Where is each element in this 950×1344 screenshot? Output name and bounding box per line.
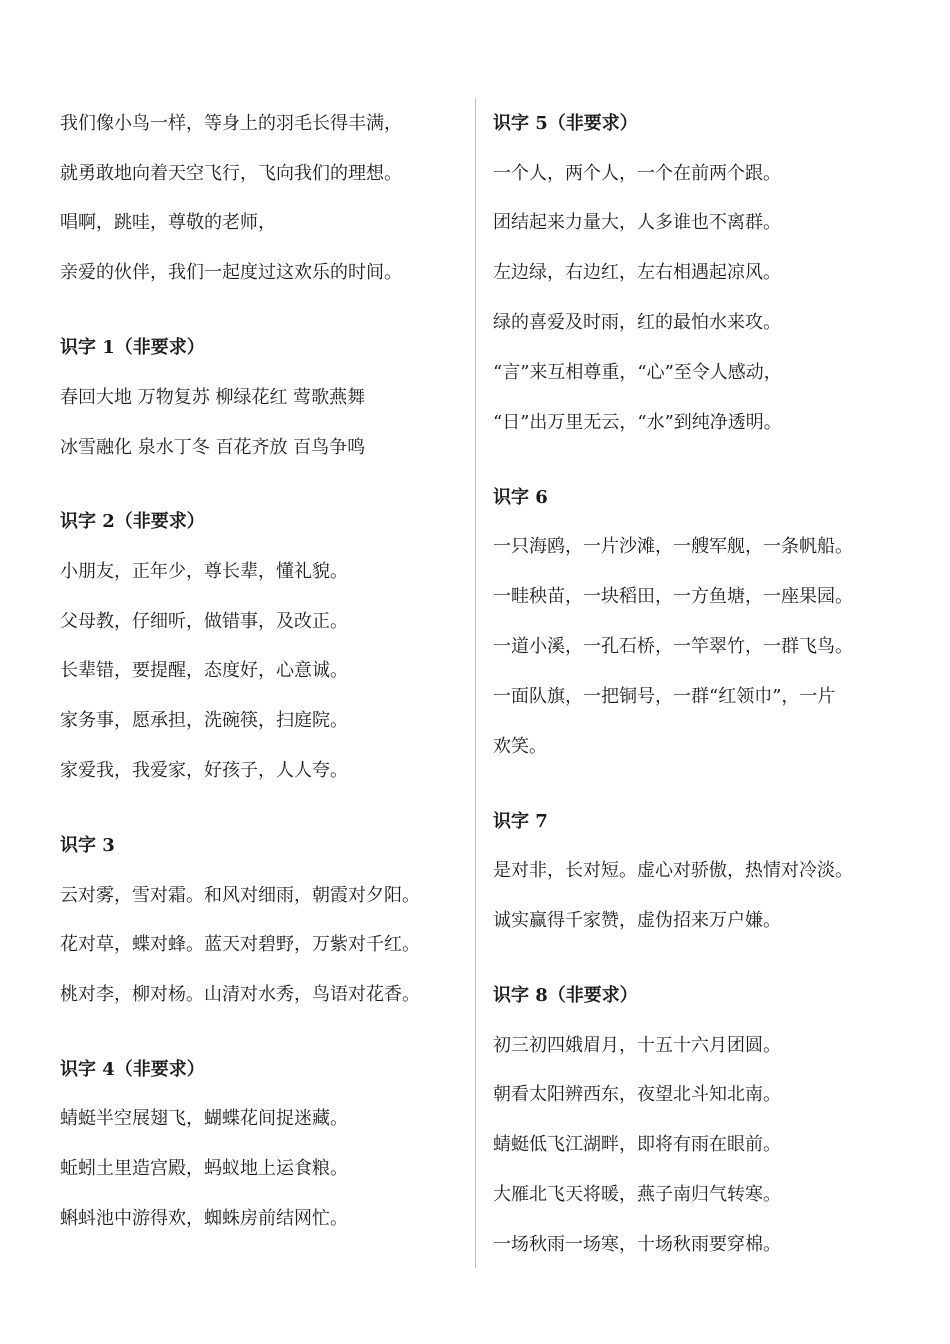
section-1-line: 冰雪融化 泉水丁冬 百花齐放 百鸟争鸣 [60,437,366,458]
section-title-1: 识字 1（非要求） [60,337,205,358]
section-8-line: 大雁北飞天将暖，燕子南归气转寒。 [493,1184,781,1205]
section-8-line: 朝看太阳辨西东，夜望北斗知北南。 [493,1084,781,1105]
section-3-line: 云对雾，雪对霜。和风对细雨，朝霞对夕阳。 [60,885,420,906]
section-6-line: 一只海鸥，一片沙滩，一艘军舰，一条帆船。 [493,536,853,557]
section-6-line: 一面队旗，一把铜号，一群“红领巾”，一片 [493,686,836,707]
section-title-3: 识字 3 [60,835,115,856]
section-7-line: 诚实赢得千家赞，虚伪招来万户嫌。 [493,910,781,931]
section-6-line: 一道小溪，一孔石桥，一竿翠竹，一群飞鸟。 [493,636,853,657]
section-title-6: 识字 6 [493,487,548,508]
intro-line: 唱啊，跳哇，尊敬的老师， [60,212,276,233]
section-5-line: 一个人，两个人，一个在前两个跟。 [493,163,781,184]
section-2-line: 家务事，愿承担，洗碗筷，扫庭院。 [60,710,348,731]
section-4-line: 蝌蚪池中游得欢，蜘蛛房前结网忙。 [60,1208,348,1229]
intro-line: 亲爱的伙伴，我们一起度过这欢乐的时间。 [60,262,402,283]
section-5-line: 绿的喜爱及时雨，红的最怕水来攻。 [493,312,781,333]
section-2-line: 家爱我，我爱家，好孩子，人人夸。 [60,760,348,781]
column-divider [475,98,476,1268]
section-title-5: 识字 5（非要求） [493,113,638,134]
section-2-line: 长辈错，要提醒，态度好，心意诚。 [60,660,348,681]
section-3-line: 桃对李，柳对杨。山清对水秀，鸟语对花香。 [60,984,420,1005]
section-4-line: 蜻蜓半空展翅飞，蝴蝶花间捉迷藏。 [60,1108,348,1129]
section-8-line: 蜻蜓低飞江湖畔，即将有雨在眼前。 [493,1134,781,1155]
section-3-line: 花对草，蝶对蜂。蓝天对碧野，万紫对千红。 [60,934,420,955]
section-2-line: 父母教，仔细听，做错事，及改正。 [60,611,348,632]
section-title-7: 识字 7 [493,811,548,832]
section-title-4: 识字 4（非要求） [60,1059,205,1080]
intro-line: 我们像小鸟一样，等身上的羽毛长得丰满， [60,113,402,134]
section-2-line: 小朋友，正年少，尊长辈，懂礼貌。 [60,561,348,582]
section-6-line: 欢笑。 [493,736,547,757]
section-1-line: 春回大地 万物复苏 柳绿花红 莺歌燕舞 [60,387,366,408]
section-5-line: “日”出万里无云，“水”到纯净透明。 [493,412,782,433]
section-title-2: 识字 2（非要求） [60,511,205,532]
section-4-line: 蚯蚓土里造宫殿，蚂蚁地上运食粮。 [60,1158,348,1179]
section-5-line: 左边绿，右边红，左右相遇起凉风。 [493,262,781,283]
section-8-line: 初三初四娥眉月，十五十六月团圆。 [493,1035,781,1056]
section-6-line: 一畦秧苗，一块稻田，一方鱼塘，一座果园。 [493,586,853,607]
section-title-8: 识字 8（非要求） [493,985,638,1006]
intro-line: 就勇敢地向着天空飞行，飞向我们的理想。 [60,163,402,184]
section-8-line: 一场秋雨一场寒，十场秋雨要穿棉。 [493,1234,781,1255]
section-7-line: 是对非，长对短。虚心对骄傲，热情对冷淡。 [493,860,853,881]
section-5-line: “言”来互相尊重，“心”至令人感动， [493,362,782,383]
section-5-line: 团结起来力量大，人多谁也不离群。 [493,212,781,233]
